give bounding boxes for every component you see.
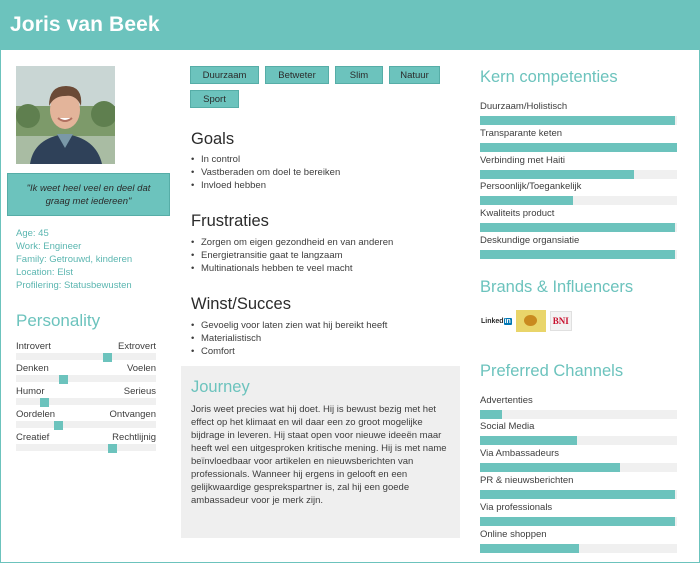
brand-logos	[481, 310, 572, 332]
channel-track	[480, 544, 677, 553]
scale-right-label: Serieus	[123, 386, 156, 397]
goals-title: Goals	[191, 130, 235, 148]
list-item: • Vastberaden om doel te bereiken	[191, 166, 340, 179]
competency-label: Duurzaam/Holistisch	[480, 101, 568, 112]
scale-left-label: Oordelen	[16, 409, 56, 420]
persona-name: Joris van Beek	[10, 13, 160, 36]
fact-family: Family: Getrouwd, kinderen	[16, 254, 133, 265]
channel-item	[480, 448, 677, 472]
channel-track	[480, 517, 677, 526]
list-item: • Multinationals hebben te veel macht	[191, 262, 393, 275]
list-item: • Invloed hebben	[191, 179, 340, 192]
persona-photo	[16, 66, 115, 164]
competency-fill	[480, 223, 675, 232]
channel-item	[480, 395, 677, 419]
tag-sport: Sport	[190, 90, 239, 108]
channel-item	[480, 529, 677, 553]
competency-label: Transparante keten	[480, 128, 563, 139]
fact-work: Work: Engineer	[16, 241, 82, 252]
winst-title: Winst/Succes	[191, 295, 291, 313]
scale-marker	[54, 421, 63, 430]
channel-fill	[480, 517, 675, 526]
scale-marker	[59, 375, 68, 384]
channel-track	[480, 463, 677, 472]
tag-slim: Slim	[335, 66, 383, 84]
fact-profilering: Profilering: Statusbewusten	[16, 280, 132, 291]
journey-text: Joris weet precies wat hij doet. Hij is bewust bezig met het effect op het klimaat en wil daar een zo groot mogelijke bijdrage in leveren. Hij staat open voor nieuwe ideeën maar heeft wel een uitgesproken kritische mening. Hij is met name beïnvloedbaar voor artikelen en nieuwsberichten van professionals. Wanneer hij ergens in gelooft en een gelijkwaardige gesprekspartner is, zal hij een goede ambassadeur voor je merk zijn.	[191, 404, 447, 506]
scale-left-label: Denken	[16, 363, 49, 374]
competencies-title: Kern competenties	[480, 68, 618, 86]
personality-title: Personality	[16, 311, 101, 330]
channel-track	[480, 436, 677, 445]
competency-track	[480, 250, 677, 259]
frustrations-title: Frustraties	[191, 212, 269, 230]
channel-label: Advertenties	[480, 395, 533, 406]
channel-fill	[480, 544, 579, 553]
competency-track	[480, 116, 677, 125]
portrait-image	[16, 66, 115, 164]
competency-fill	[480, 170, 634, 179]
competency-item	[480, 155, 677, 179]
competency-item	[480, 128, 677, 152]
linkedin-wordmark: Linked	[481, 317, 504, 325]
scale-right-label: Extrovert	[117, 341, 156, 352]
channel-fill	[480, 436, 577, 445]
list-item: • Zorgen om eigen gezondheid en van anderen	[191, 236, 393, 249]
scale-left-label: Introvert	[16, 341, 51, 352]
scale-track	[16, 353, 156, 360]
channel-track	[480, 490, 677, 499]
list-item: • Comfort	[191, 345, 387, 358]
brands-title: Brands & Influencers	[480, 278, 634, 296]
scale-marker	[103, 353, 112, 362]
list-item: • Energietransitie gaat te langzaam	[191, 249, 393, 262]
fact-age: Age: 45	[16, 228, 49, 239]
winst-list	[191, 319, 387, 358]
channel-item	[480, 475, 677, 499]
competency-item	[480, 181, 677, 205]
persona-quote: "Ik weet heel veel en deel dat graag met iedereen"	[7, 173, 170, 216]
scale-right-label: Voelen	[126, 363, 156, 374]
competency-fill	[480, 250, 675, 259]
scale-track	[16, 398, 156, 405]
fact-location: Location: Elst	[16, 267, 74, 278]
goals-list	[191, 153, 340, 192]
scale-track	[16, 421, 156, 428]
channels-title: Preferred Channels	[480, 362, 624, 380]
competency-item	[480, 208, 677, 232]
channel-track	[480, 410, 677, 419]
channel-fill	[480, 463, 620, 472]
list-item: • Gevoelig voor laten zien wat hij bereikt heeft	[191, 319, 387, 332]
competency-track	[480, 223, 677, 232]
scale-marker	[40, 398, 49, 407]
competency-item	[480, 235, 677, 259]
scale-right-label: Ontvangen	[109, 409, 156, 420]
bee-logo	[516, 310, 546, 332]
tag-natuur: Natuur	[389, 66, 440, 84]
channel-label: Social Media	[480, 421, 535, 432]
journey-title: Journey	[191, 378, 250, 396]
scale-track	[16, 375, 156, 382]
competency-fill	[480, 143, 677, 152]
scale-left-label: Creatief	[16, 432, 50, 443]
competency-fill	[480, 196, 573, 205]
channel-label: Online shoppen	[480, 529, 547, 540]
persona-facts	[16, 227, 132, 292]
channel-label: PR & nieuwsberichten	[480, 475, 574, 486]
channel-item	[480, 502, 677, 526]
tag-duurzaam: Duurzaam	[190, 66, 259, 84]
frustrations-list	[191, 236, 393, 275]
list-item: • Materialistisch	[191, 332, 387, 345]
channel-label: Via Ambassadeurs	[480, 448, 560, 459]
journey-panel	[181, 366, 460, 538]
competency-fill	[480, 116, 675, 125]
bni-logo: BNI	[550, 311, 572, 331]
scale-left-label: Humor	[16, 386, 45, 397]
scale-track	[16, 444, 156, 451]
competency-label: Kwaliteits product	[480, 208, 555, 219]
competency-item	[480, 101, 677, 125]
channel-fill	[480, 410, 502, 419]
competency-track	[480, 170, 677, 179]
channel-fill	[480, 490, 675, 499]
tag-betweter: Betweter	[265, 66, 329, 84]
linkedin-badge: in	[504, 317, 511, 325]
channel-item	[480, 421, 677, 445]
competency-track	[480, 143, 677, 152]
scale-right-label: Rechtlijnig	[112, 432, 156, 443]
scale-marker	[108, 444, 117, 453]
competency-label: Verbinding met Haiti	[480, 155, 566, 166]
competency-track	[480, 196, 677, 205]
header-bar	[0, 0, 700, 50]
competency-label: Deskundige organsiatie	[480, 235, 580, 246]
channel-label: Via professionals	[480, 502, 553, 513]
linkedin-logo	[481, 318, 512, 325]
competency-label: Persoonlijk/Toegankelijk	[480, 181, 582, 192]
list-item: • In control	[191, 153, 340, 166]
